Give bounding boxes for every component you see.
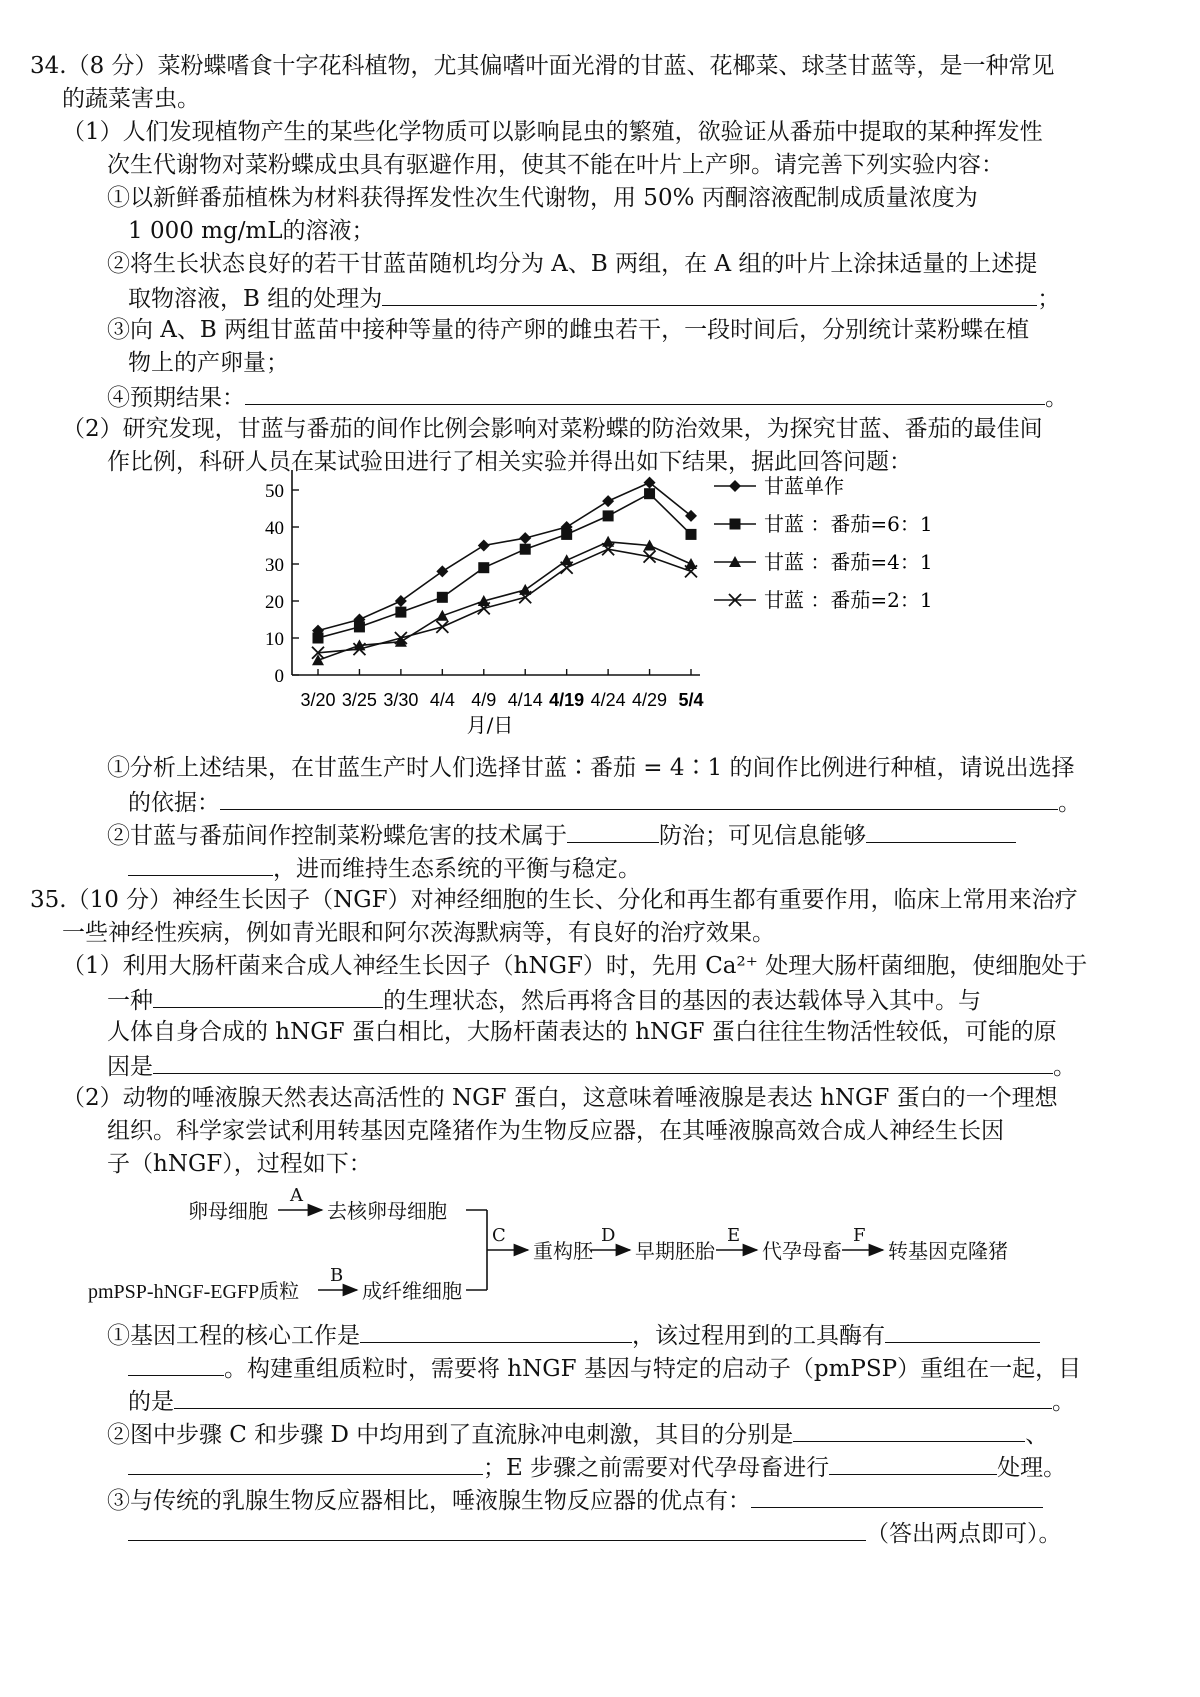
answer-blank[interactable] bbox=[128, 1351, 224, 1376]
q35-part2-line2: 组织。科学家尝试利用转基因克隆猪作为生物反应器，在其唾液腺高效合成人神经生长因 bbox=[107, 1118, 1004, 1144]
x-tick-label: 5/4 bbox=[678, 690, 704, 710]
flow-enucleated-oocyte: 去核卵母细胞 bbox=[327, 1199, 447, 1223]
y-tick-label: 40 bbox=[265, 518, 284, 539]
x-tick-label: 4/4 bbox=[429, 690, 455, 710]
x-tick-label: 4/29 bbox=[632, 690, 668, 710]
q34-part2-line2: 作比例，科研人员在某试验田进行了相关实验并得出如下结果，据此回答问题： bbox=[107, 449, 912, 475]
q34-step2-text: 取物溶液，B 组的处理为 bbox=[128, 286, 383, 312]
flow-early-embryo: 早期胚胎 bbox=[635, 1239, 715, 1263]
q34-part1-line1: （1）人们发现植物产生的某些化学物质可以影响昆虫的繁殖，欲验证从番茄中提取的某种挥发性 bbox=[62, 119, 1043, 145]
flow-step-c: C bbox=[492, 1225, 506, 1246]
q34-answer1-text: 的依据： bbox=[128, 790, 220, 816]
q34-answer1-end: 。 bbox=[1058, 790, 1081, 816]
q34-answer1-line1: ①分析上述结果，在甘蓝生产时人们选择甘蓝∶番茄 = 4∶1 的间作比例进行种植，请说出选择 bbox=[107, 755, 1075, 781]
q34-answer2-text-a: ②甘蓝与番茄间作控制菜粉蝶危害的技术属于 bbox=[107, 823, 567, 849]
q34-part1-line2: 次生代谢物对菜粉蝶成虫具有驱避作用，使其不能在叶片上产卵。请完善下列实验内容： bbox=[107, 152, 1004, 178]
q35-sub1-text-c: 。构建重组质粒时，需要将 hNGF 基因与特定的启动子（pmPSP）重组在一起，目 bbox=[224, 1356, 1082, 1382]
q34-step2-end: ； bbox=[1037, 286, 1061, 312]
answer-blank[interactable] bbox=[751, 1483, 1043, 1508]
q35-part1-line3: 人体自身合成的 hNGF 蛋白相比，大肠杆菌表达的 hNGF 蛋白往往生物活性较低，可能的原 bbox=[107, 1019, 1057, 1045]
x-tick-label: 4/19 bbox=[549, 690, 585, 710]
q34-step1-line2: 1 000 mg/mL的溶液； bbox=[128, 218, 375, 244]
q35-sub2-text-a: ②图中步骤 C 和步骤 D 中均用到了直流脉冲电刺激，其目的分别是 bbox=[107, 1422, 794, 1448]
q35-sub2-sep: 、 bbox=[1025, 1422, 1049, 1448]
flow-transgenic-pig: 转基因克隆猪 bbox=[888, 1239, 1008, 1263]
q35-part2-line3: 子（hNGF），过程如下： bbox=[107, 1151, 372, 1177]
answer-blank[interactable] bbox=[128, 1450, 483, 1475]
q35-sub1-line2 bbox=[128, 1351, 1081, 1385]
y-tick-label: 50 bbox=[265, 481, 284, 502]
q34-step1-line1: ①以新鲜番茄植株为材料获得挥发性次生代谢物，用 50% 丙酮溶液配制成质量浓度为 bbox=[107, 185, 978, 211]
q35-sub2-text-c: 处理。 bbox=[997, 1455, 1067, 1481]
q35-sub1-text-b: ，该过程用到的工具酶有 bbox=[632, 1323, 885, 1349]
flow-step-f: F bbox=[853, 1225, 866, 1246]
y-tick-label: 30 bbox=[265, 555, 284, 576]
flow-plasmid: pmPSP-hNGF-EGFP质粒 bbox=[88, 1281, 300, 1303]
q35-part1-end: 。 bbox=[1053, 1054, 1076, 1080]
q35-sub1-end: 。 bbox=[1052, 1389, 1075, 1415]
answer-blank[interactable] bbox=[360, 1318, 632, 1343]
q35-part2-line1: （2）动物的唾液腺天然表达高活性的 NGF 蛋白，这意味着唾液腺是表达 hNGF 蛋白的一个理想 bbox=[62, 1085, 1058, 1111]
y-tick-label: 0 bbox=[274, 666, 284, 687]
q34-stem-line2: 的蔬菜害虫。 bbox=[62, 86, 200, 112]
flow-surrogate: 代孕母畜 bbox=[762, 1239, 842, 1263]
q35-part1-line1: （1）利用大肠杆菌来合成人神经生长因子（hNGF）时，先用 Ca²⁺ 处理大肠杆菌细胞，使细胞处于 bbox=[62, 953, 1088, 979]
q35-sub1-text-a: ①基因工程的核心工作是 bbox=[107, 1323, 360, 1349]
legend-label: 甘蓝 ：番茄=2：1 bbox=[764, 588, 933, 612]
flow-step-a: A bbox=[290, 1185, 303, 1206]
x-tick-label: 3/20 bbox=[300, 690, 336, 710]
q34-step4-text: ④预期结果： bbox=[107, 385, 245, 411]
legend-label: 甘蓝 ：番茄=6：1 bbox=[764, 512, 933, 536]
q34-stem-line1: 34.（8 分）菜粉蝶嗜食十字花科植物，尤其偏嗜叶面光滑的甘蓝、花椰菜、球茎甘蓝等，是一种常见 bbox=[30, 53, 1055, 79]
x-tick-label: 3/25 bbox=[341, 690, 377, 710]
q35-sub2-line2 bbox=[128, 1450, 1066, 1484]
y-tick-label: 10 bbox=[265, 629, 284, 650]
legend-label: 甘蓝 ：番茄=4：1 bbox=[764, 550, 933, 574]
q35-sub1-text-d: 的是 bbox=[128, 1389, 174, 1415]
q34-answer2-text-c: ，进而维持生态系统的平衡与稳定。 bbox=[273, 856, 641, 882]
flow-oocyte: 卵母细胞 bbox=[188, 1199, 268, 1223]
y-tick-label: 20 bbox=[265, 592, 284, 613]
q35-stem-line2: 一些神经性疾病，例如青光眼和阿尔茨海默病等，有良好的治疗效果。 bbox=[62, 920, 775, 946]
q35-sub2-line1 bbox=[107, 1417, 1048, 1451]
q34-step3-line2: 物上的产卵量； bbox=[128, 350, 289, 376]
flow-fibroblast: 成纤维细胞 bbox=[362, 1279, 462, 1303]
flow-step-d: D bbox=[601, 1225, 616, 1246]
q35-sub3-line1 bbox=[107, 1483, 1043, 1517]
flow-reconstructed-embryo: 重构胚 bbox=[533, 1239, 593, 1263]
q35-sub3-line2 bbox=[128, 1516, 1062, 1550]
legend-label: 甘蓝单作 bbox=[764, 474, 844, 498]
q35-sub1-line1 bbox=[107, 1318, 1040, 1352]
q35-sub3-text-a: ③与传统的乳腺生物反应器相比，唾液腺生物反应器的优点有： bbox=[107, 1488, 751, 1514]
answer-blank[interactable] bbox=[174, 1384, 1052, 1409]
x-tick-label: 4/24 bbox=[590, 690, 626, 710]
q34-step3-line1: ③向 A、B 两组甘蓝苗中接种等量的待产卵的雌虫若干，一段时间后，分别统计菜粉蝶在植 bbox=[107, 317, 1030, 343]
q35-sub1-line3 bbox=[128, 1384, 1075, 1418]
q35-sub3-text-b: （答出两点即可）。 bbox=[866, 1521, 1062, 1547]
answer-blank[interactable] bbox=[128, 1516, 866, 1541]
x-tick-label: 3/30 bbox=[383, 690, 419, 710]
q34-step2-line1: ②将生长状态良好的若干甘蓝苗随机均分为 A、B 两组，在 A 组的叶片上涂抹适量的上述提 bbox=[107, 251, 1038, 277]
q34-part2-line1: （2）研究发现，甘蓝与番茄的间作比例会影响对菜粉蝶的防治效果，为探究甘蓝、番茄的最佳间 bbox=[62, 416, 1043, 442]
flow-step-e: E bbox=[727, 1225, 741, 1246]
q34-step4-end: 。 bbox=[1045, 385, 1068, 411]
q35-part1-text-a: 一种 bbox=[107, 988, 153, 1014]
x-tick-label: 4/14 bbox=[507, 690, 543, 710]
answer-blank[interactable] bbox=[793, 1417, 1025, 1442]
answer-blank[interactable] bbox=[829, 1450, 997, 1475]
answer-blank[interactable] bbox=[885, 1318, 1040, 1343]
flow-step-b: B bbox=[330, 1265, 344, 1286]
q35-part1-text-c: 因是 bbox=[107, 1054, 153, 1080]
q35-stem-line1: 35.（10 分）神经生长因子（NGF）对神经细胞的生长、分化和再生都有重要作用，临床上常用来治疗 bbox=[30, 887, 1078, 913]
q34-answer2-text-b: 防治；可见信息能够 bbox=[659, 823, 866, 849]
x-axis-label: 月/日 bbox=[466, 713, 514, 737]
x-tick-label: 4/9 bbox=[471, 690, 497, 710]
q35-part1-text-b: 的生理状态，然后再将含目的基因的表达载体导入其中。与 bbox=[383, 988, 981, 1014]
q35-sub2-text-b: ；E 步骤之前需要对代孕母畜进行 bbox=[483, 1455, 830, 1481]
